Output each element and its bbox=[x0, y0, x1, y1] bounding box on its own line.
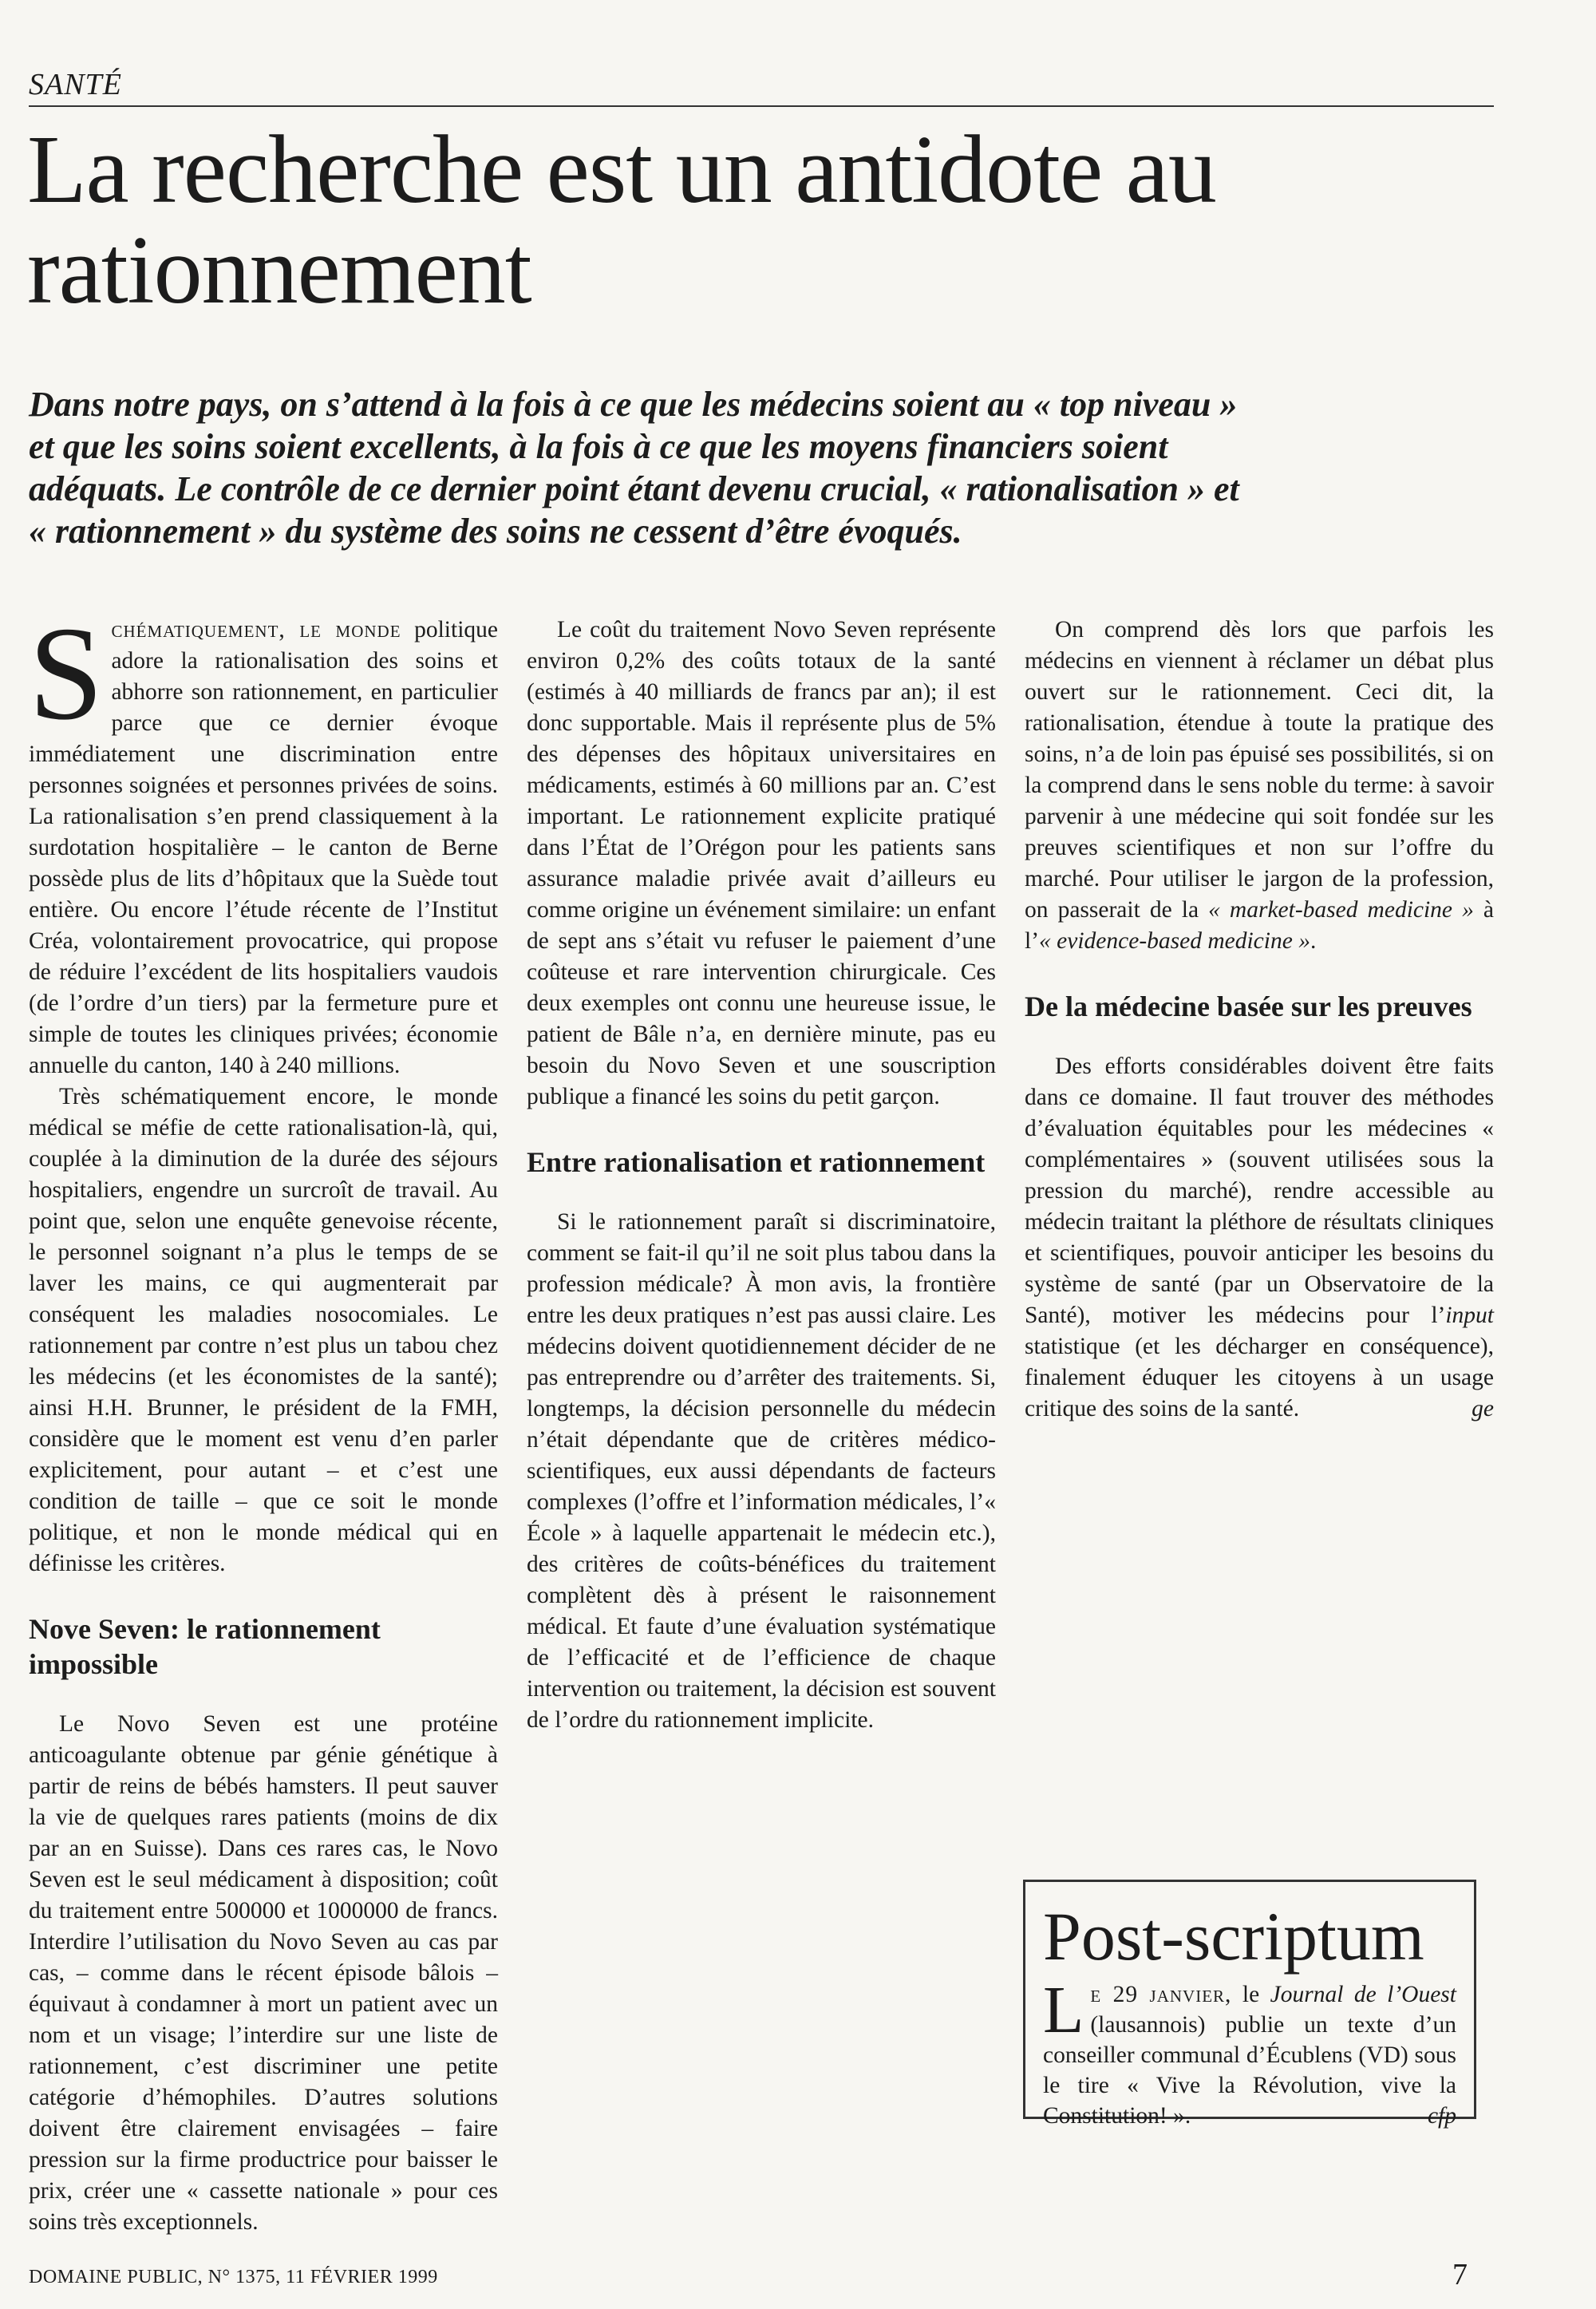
postscript-box bbox=[1023, 1880, 1476, 2129]
term-market-based: « market-based medicine » bbox=[1208, 897, 1474, 923]
paragraph-2: Très schématiquement encore, le monde médical se méfie de cette rationalisation-là, qui, couplée à la diminution de la durée des séjours hospitaliers, engendre un surcroît de travail. Au point que, selon une enquête genevoise récente, le personnel soignant n’a plus le temps de se laver les mains, ce qui augmenterait par conséquent les maladies nosocomiales. Le rationnement par contre n’est plus un tabou chez les médecins (et les économistes de la santé); ainsi H.H. Brunner, le président de la FMH, considère que le moment est venu d’en parler explicitement, pour autant – et c’est une condition de taille – que ce soit le monde politique, et non le monde médical qui en définisse les critères. bbox=[29, 1084, 498, 1576]
postscript-text bbox=[1043, 1973, 1456, 2131]
paragraph-6-mid: à l’ bbox=[1025, 897, 1495, 954]
page-number: 7 bbox=[1452, 2258, 1468, 2291]
paragraph-1-text: politique adore la rationalisation des soins et abhorre son rationnement, en particulier parce que ce dernier évoque immédiatement une discrimination entre personnes soignées et personnes privées de soins. La rationalisation s’en prend classiquement à la surdotation hospitalière – le canton de Berne possède plus de lits d’hôpitaux que la Suède tout entière. Ou encore l’étude récente de l’Institut Créa, volontairement provocatrice, qui propose de réduire l’excédent de lits hospitaliers vaudois (de l’ordre d’un tiers) par la fermeture pure et simple de toutes les cliniques privées; économie annuelle du canton, 140 à 240 millions. bbox=[29, 617, 498, 1078]
footer-publication: DOMAINE PUBLIC, N° 1375, 11 FÉVRIER 1999 bbox=[29, 2267, 438, 2287]
dropcap: S bbox=[29, 599, 104, 748]
article-lead: Dans notre pays, on s’attend à la fois à ce que les médecins soient au « top niveau » et que les soins soient excellents, à la fois à ce que les moyens financiers soient adéquats. Le contrôle de ce dernier point étant devenu crucial, « rationalisation » et « rationnement » du système des soins ne cessent d’être évoqués. bbox=[29, 385, 1239, 551]
subheading-nove-seven: Nove Seven: le rationnement impossible bbox=[29, 1613, 381, 1680]
paragraph-7-text: Des efforts considérables doivent être faits dans ce domaine. Il faut trouver des méthodes d’évaluation équitables pour les médecines « complémentaires » (souvent utilisées sous la pression du marché), rendre accessible au médecin traitant la pléthore de résultats cliniques et scientifiques, pouvoir anticiper les besoins du système de santé (par un Observatoire de la Santé), motiver les médecins pour l’ bbox=[1025, 1054, 1494, 1328]
paragraph-7 bbox=[1025, 1051, 1494, 1425]
article-headline: La recherche est un antidote au rationnement bbox=[27, 116, 1216, 324]
column-1 bbox=[29, 599, 498, 2238]
opening-smallcaps: chématiquement, le monde bbox=[111, 617, 401, 642]
postscript-smallcaps: e 29 janvier, bbox=[1090, 1982, 1232, 2007]
column-3 bbox=[1025, 615, 1494, 1425]
paragraph-6-text: On comprend dès lors que parfois les médecins en viennent à réclamer un débat plus ouvert sur le rationnement. Ceci dit, la rationalisation, étendue à toute la pratique des soins, n’a de loin pas épuisé ses possibilités, si on la comprend dans le sens noble du terme: à savoir parvenir à une médecine qui soit fondée sur les preuves scientifiques et non sur l’offre du marché. Pour utiliser le jargon de la profession, on passerait de la bbox=[1025, 617, 1494, 923]
term-input: input bbox=[1445, 1303, 1494, 1328]
paragraph-4: Le coût du traitement Novo Seven représente environ 0,2% des coûts totaux de la santé (estimés à 40 milliards de francs par an); il est donc supportable. Mais il représente plus de 5% des dépenses des hôpitaux universitaires en médicaments, estimés à 60 millions par an. C’est important. Le rationnement explicite pratiqué dans l’État de l’Orégon pour les patients sans assurance maladie privée avait d’ailleurs eu comme origine un événement similaire: un enfant de sept ans s’était vu refuser le paiement d’une coûteuse et rare intervention chirurgicale. Ces deux exemples ont connu une heureuse issue, le patient de Bâle n’a, en dernière minute, pas eu besoin du Novo Seven et une souscription publique a financé les soins du petit garçon. bbox=[527, 617, 996, 1109]
term-evidence-based: « evidence-based medicine » bbox=[1039, 928, 1310, 954]
paragraph-3: Le Novo Seven est une protéine anticoagulante obtenue par génie génétique à partir de reins de bébés hamsters. Il peut sauver la vie de quelques rares patients (moins de dix par an en Suisse). Dans ces rares cas, le Novo Seven est le seul médicament à disposition; coût du traitement entre 500000 et 1000000 de francs. Interdire l’utilisation du Novo Seven au cas par cas, – comme dans le récent épisode bâlois – équivaut à condamner à mort un patient avec un nom et un visage; l’interdire sur une liste de rationnement, c’est discriminer une petite catégorie d’hémophiles. D’autres solutions doivent être clairement envisagées – faire pression sur la firme productrice pour baisser le prix, créer une « cassette nationale » pour ces soins très exceptionnels. bbox=[29, 1711, 498, 2235]
postscript-title: Post-scriptum bbox=[1043, 1898, 1424, 1975]
postscript-text-a: le bbox=[1231, 1982, 1270, 2007]
paragraph-6-end: . bbox=[1310, 928, 1317, 954]
postscript-text-b: (lausannois) publie un texte d’un conseiller communal d’Écublens (VD) sous le tire « Vive la Révolution, vive la Constitution! ». bbox=[1043, 2012, 1456, 2129]
subheading-preuves: De la médecine basée sur les preuves bbox=[1025, 990, 1472, 1022]
subheading-rationalisation: Entre rationalisation et rationnement bbox=[527, 1146, 986, 1178]
section-rubric: SANTÉ bbox=[29, 67, 1494, 107]
column-2 bbox=[527, 615, 996, 1736]
paragraph-6 bbox=[1025, 615, 1494, 957]
postscript-dropcap: L bbox=[1043, 1973, 1084, 2047]
postscript-signature: cfp bbox=[1427, 2103, 1456, 2129]
postscript-journal: Journal de l’Ouest bbox=[1270, 1982, 1456, 2007]
paragraph-5: Si le rationnement paraît si discriminatoire, comment se fait-il qu’il ne soit plus tabou dans la profession médicale? À mon avis, la frontière entre les deux pratiques n’est pas aussi claire. Les médecins doivent quotidiennement décider de ne pas entreprendre ou d’arrêter des traitements. Si, longtemps, la décision personnelle du médecin n’était dépendante que de critères médico-scientifiques, eux aussi dépendants de facteurs complexes (l’offre et l’information médicales, l’« École » à laquelle appartenait le médecin etc.), des critères de coûts-bénéfices du traitement complètent dès à présent le raisonnement médical. Et faute d’une évaluation systématique de l’efficacité et de l’efficience de chaque intervention ou traitement, la décision est souvent de l’ordre du rationnement implicite. bbox=[527, 1209, 996, 1733]
article-signature: ge bbox=[1472, 1396, 1494, 1421]
paragraph-7-end: statistique (et les décharger en conséquence), finalement éduquer les citoyens à un usage critique des soins de la santé. bbox=[1025, 1334, 1494, 1421]
paragraph-1 bbox=[29, 599, 498, 1081]
